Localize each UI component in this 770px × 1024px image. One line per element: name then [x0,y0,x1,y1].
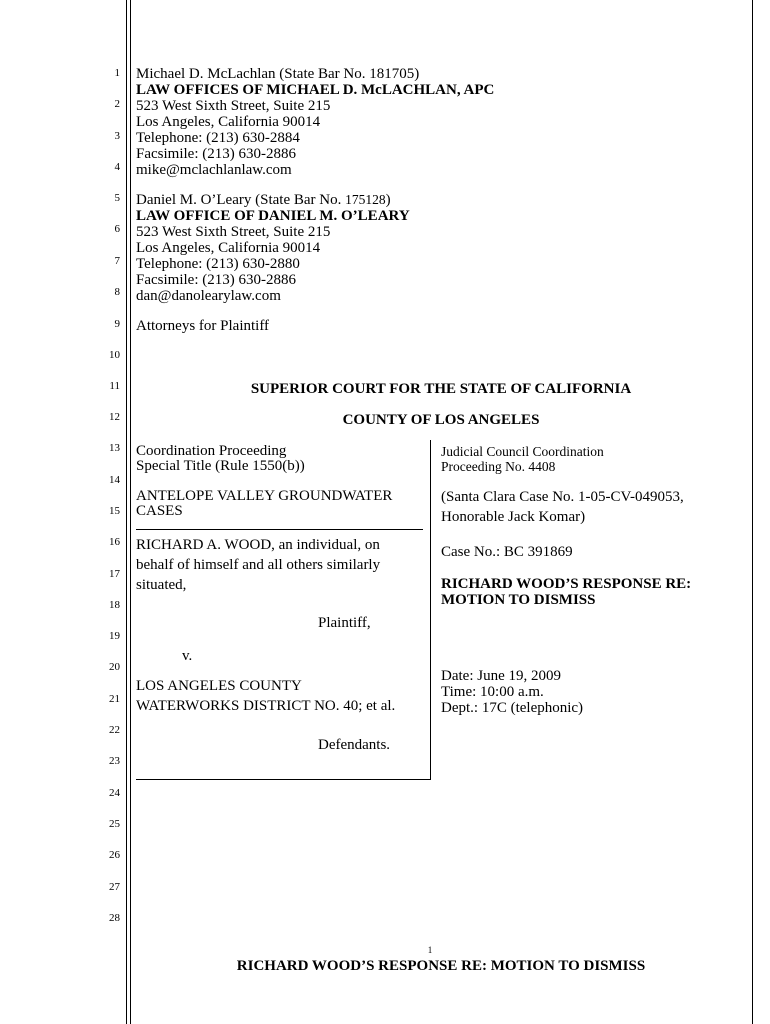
attorney-name: Michael D. McLachlan (State Bar No. 181705) [136,66,420,82]
defendant-line-1: LOS ANGELES COUNTY [136,678,302,694]
special-title: Special Title (Rule 1550(b)) [136,458,305,474]
case-number: Case No.: BC 391869 [441,544,573,560]
attorney-bar-number: 175128 [345,192,386,207]
line-number: 23 [109,755,120,767]
line-number: 1 [114,67,120,79]
line-number: 11 [109,380,120,392]
plaintiff-label: Plaintiff, [318,615,371,631]
hearing-time: Time: 10:00 a.m. [441,684,544,700]
jcc-line-2: Proceeding No. 4408 [441,459,556,474]
attorney-facsimile: Facsimile: (213) 630-2886 [136,146,296,162]
line-number: 13 [109,442,120,454]
attorney-firm: LAW OFFICES OF MICHAEL D. McLACHLAN, APC [136,82,495,98]
line-number: 7 [114,255,120,267]
line-number: 19 [109,630,120,642]
attorney-telephone: Telephone: (213) 630-2880 [136,256,300,272]
line-number: 9 [114,318,120,330]
line-number: 4 [114,161,120,173]
defendant-line-2: WATERWORKS DISTRICT NO. 40; et al. [136,698,396,714]
versus: v. [182,648,193,664]
attorney-name-suffix: ) [385,192,391,208]
left-margin-rule-2 [130,0,131,1024]
page-number: 1 [427,945,433,955]
line-number: 5 [114,192,120,204]
attorney-address-line-1: 523 West Sixth Street, Suite 215 [136,98,331,114]
court-county: COUNTY OF LOS ANGELES [342,412,540,428]
line-number: 26 [109,849,120,861]
line-number: 27 [109,881,120,893]
caption-divider [430,440,431,780]
line-number: 15 [109,505,120,517]
caption-separator [136,529,423,530]
attorney-address-line-2: Los Angeles, California 90014 [136,114,321,130]
document-title-line-1: RICHARD WOOD’S RESPONSE RE: [441,576,692,592]
plaintiff-line-1: RICHARD A. WOOD, an individual, on [136,537,380,553]
document-title-line-2: MOTION TO DISMISS [441,592,596,608]
line-number: 12 [109,411,120,423]
attorney-telephone: Telephone: (213) 630-2884 [136,130,300,146]
court-name: SUPERIOR COURT FOR THE STATE OF CALIFORNIA [250,381,632,397]
line-number: 18 [109,599,120,611]
attorney-name [136,192,391,208]
right-margin-rule [752,0,753,1024]
line-number: 20 [109,661,120,673]
line-number: 8 [114,286,120,298]
line-number: 14 [109,474,120,486]
attorney-name-prefix: Daniel M. O’Leary (State Bar No. [136,192,346,208]
cases-title-line-2: CASES [136,503,183,519]
cases-title-line-1: ANTELOPE VALLEY GROUNDWATER [136,488,393,504]
line-number: 2 [114,98,120,110]
line-number: 25 [109,818,120,830]
attorney-email: mike@mclachlanlaw.com [136,162,292,178]
attorney-address-line-1: 523 West Sixth Street, Suite 215 [136,224,331,240]
line-number: 16 [109,536,120,548]
coordination-proceeding: Coordination Proceeding [136,443,287,459]
defendant-label: Defendants. [318,737,391,753]
santa-clara-line-2: Honorable Jack Komar) [441,509,586,525]
line-number: 21 [109,693,120,705]
line-number: 6 [114,223,120,235]
line-number: 22 [109,724,120,736]
caption-bottom-rule [136,779,431,780]
hearing-dept: Dept.: 17C (telephonic) [441,700,584,716]
left-margin-rule-1 [126,0,127,1024]
line-number: 17 [109,568,120,580]
line-number: 10 [109,349,120,361]
plaintiff-line-2: behalf of himself and all others similarly [136,557,381,573]
line-number: 3 [114,130,120,142]
attorney-email: dan@danolearylaw.com [136,288,281,304]
santa-clara-line-1: (Santa Clara Case No. 1-05-CV-049053, [441,489,684,505]
attorney-facsimile: Facsimile: (213) 630-2886 [136,272,296,288]
line-number: 28 [109,912,120,924]
attorneys-for: Attorneys for Plaintiff [136,318,270,334]
plaintiff-line-3: situated, [136,577,187,593]
attorney-address-line-2: Los Angeles, California 90014 [136,240,321,256]
footer-title: RICHARD WOOD’S RESPONSE RE: MOTION TO DISMISS [236,958,646,974]
line-number: 24 [109,787,120,799]
jcc-line-1: Judicial Council Coordination [441,444,604,459]
hearing-date: Date: June 19, 2009 [441,668,561,684]
attorney-firm: LAW OFFICE OF DANIEL M. O’LEARY [136,208,410,224]
